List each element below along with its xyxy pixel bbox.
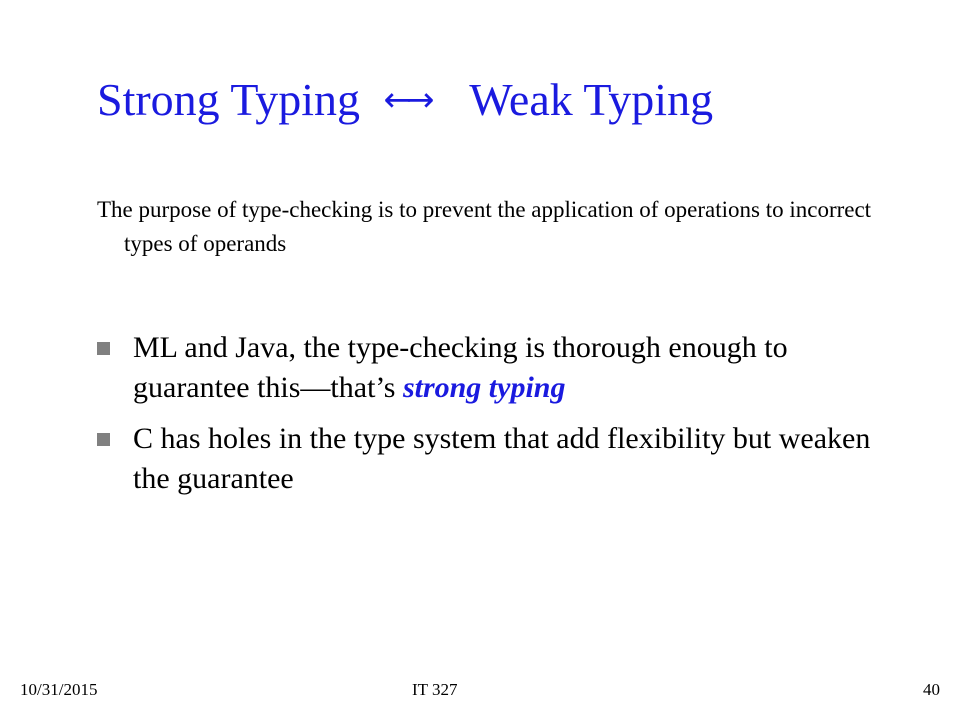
bullet-item-c-holes [97,419,887,499]
intro-paragraph: The purpose of type-checking is to prevent the application of operations to incorrect types of operands [97,197,872,256]
bullet-text: ML and Java, the type-checking is thorough enough to guarantee this—that’s [133,331,788,404]
strong-typing-emphasis: strong typing [402,371,566,404]
slide-title [97,70,917,130]
bullet-list [97,328,887,510]
title-left-text: Strong Typing [97,74,361,125]
bullet-text: C has holes in the type system that add flexibility but weaken the guarantee [133,422,871,495]
square-bullet-icon [97,433,110,446]
footer-course: IT 327 [412,680,458,699]
bullet-item-strong-typing [97,328,887,408]
footer-date: 10/31/2015 [20,680,98,699]
square-bullet-icon [97,342,110,355]
footer-page-number: 40 [923,680,940,699]
title-right-text: Weak Typing [469,74,714,125]
double-arrow-icon: ←→ [383,80,429,120]
